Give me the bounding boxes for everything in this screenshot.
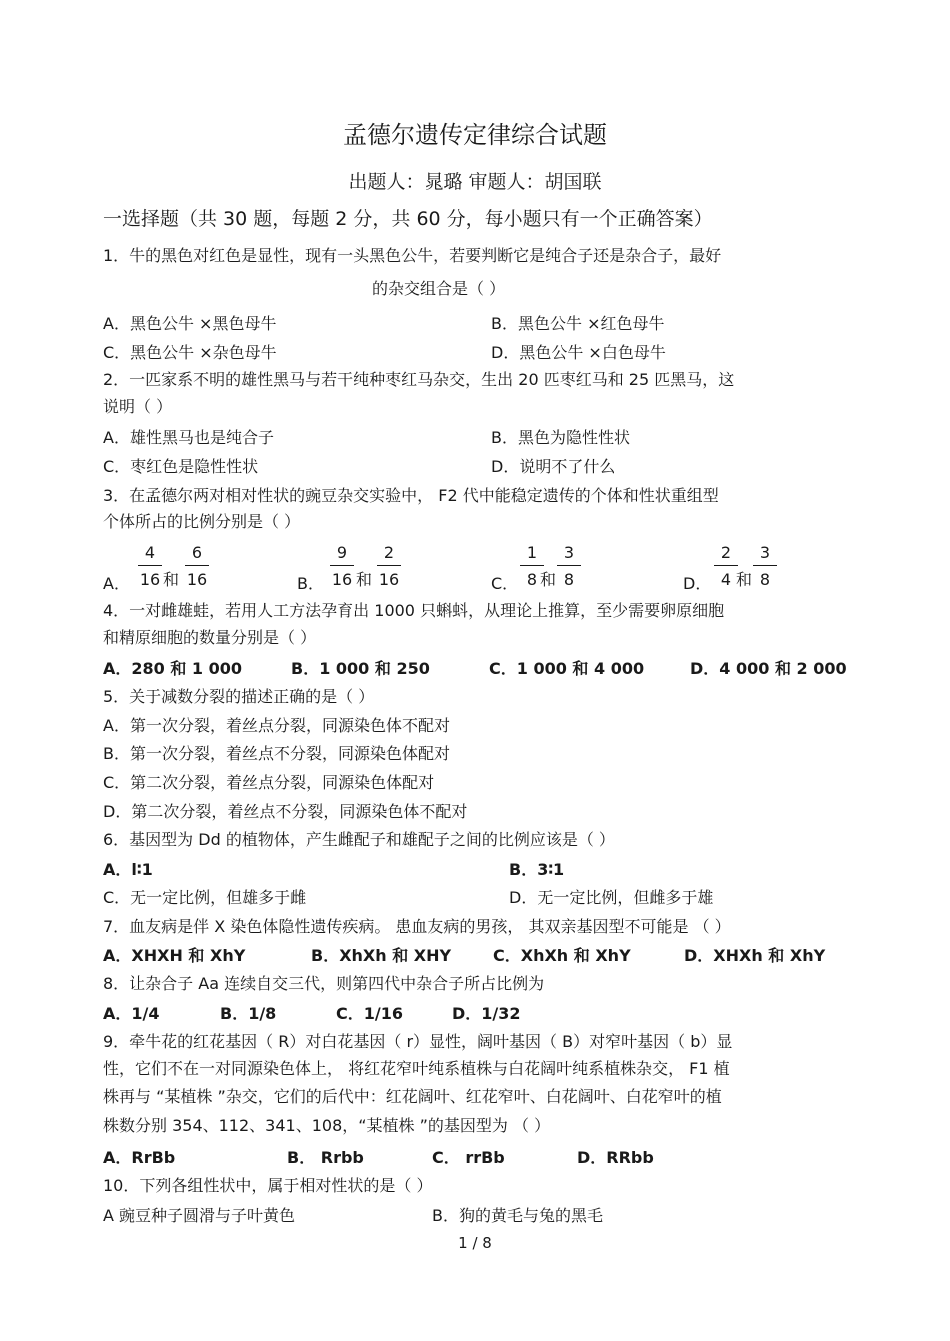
question-1-stem: 1．牛的黑色对红色是显性，现有一头黑色公牛，若要判断它是纯合子还是杂合子，最好 (103, 246, 722, 265)
question-7-option-d: D．XHXh 和 XhY (684, 946, 826, 965)
question-3-option-d-fraction-1: 2 4 (711, 543, 741, 590)
question-6-option-b: B．3∶1 (509, 860, 565, 879)
question-9-option-d: D．RRbb (577, 1148, 654, 1167)
question-3-option-c-fraction-1: 1 8 (517, 543, 547, 590)
question-10-option-b: B．狗的黄毛与兔的黑毛 (432, 1206, 603, 1225)
question-3-stem-cont: 个体所占的比例分别是（ ） (103, 512, 301, 531)
question-3-option-a-label: A． (103, 574, 130, 593)
question-2-option-c: C．枣红色是隐性性状 (103, 457, 259, 476)
question-10-stem: 10．下列各组性状中，属于相对性状的是（ ） (103, 1176, 433, 1195)
question-4-stem: 4．一对雌雄蛙，若用人工方法孕育出 1000 只蝌蚪，从理论上推算，至少需要卵原细胞 (103, 601, 725, 620)
question-3-option-b-and: 和 (356, 570, 373, 589)
question-3-option-b-fraction-2: 2 16 (378, 543, 400, 589)
question-8-option-c: C．1/16 (336, 1004, 403, 1023)
question-3-option-c-and: 和 (540, 570, 557, 589)
question-3-option-a-and: 和 (163, 570, 180, 589)
question-3-stem: 3．在孟德尔两对相对性状的豌豆杂交实验中， F2 代中能稳定遗传的个体和性状重组型 (103, 486, 719, 505)
question-9-stem-line-3: 株再与 “某植株 ”杂交，它们的后代中：红花阔叶、红花窄叶、白花阔叶、白花窄叶的植 (103, 1087, 722, 1106)
question-3-option-b-fraction-1: 9 16 (331, 543, 353, 589)
document-title: 孟德尔遗传定律综合试题 (343, 121, 607, 149)
question-9-stem-line-4: 株数分别 354、112、341、108，“某植株 ”的基因型为 （ ） (103, 1116, 551, 1135)
question-8-option-a: A．1/4 (103, 1004, 160, 1023)
question-9-option-a: A．RrBb (103, 1148, 176, 1167)
question-2-option-a: A．雄性黑马也是纯合子 (103, 428, 274, 447)
question-7-option-a: A．XHXH 和 XhY (103, 946, 246, 965)
question-3-option-a-fraction-1: 4 16 (139, 543, 161, 589)
question-1-option-b: B．黑色公牛 ×红色母牛 (491, 314, 665, 333)
question-5-option-b: B．第一次分裂，着丝点不分裂，同源染色体配对 (103, 744, 450, 763)
section-heading: 一选择题（共 30 题，每题 2 分，共 60 分，每小题只有一个正确答案） (103, 208, 713, 230)
question-5-option-c: C．第二次分裂，着丝点分裂，同源染色体配对 (103, 773, 435, 792)
question-4-stem-cont: 和精原细胞的数量分别是（ ） (103, 628, 317, 647)
question-7-option-c: C．XhXh 和 XhY (493, 946, 631, 965)
question-3-option-d-fraction-2: 3 8 (750, 543, 780, 590)
question-1-option-d: D．黑色公牛 ×白色母牛 (491, 343, 666, 362)
question-9-stem: 9．牵牛花的红花基因（ R）对白花基因（ r）显性，阔叶基因（ B）对窄叶基因（ b）显 (103, 1032, 733, 1051)
question-8-stem: 8．让杂合子 Aa 连续自交三代，则第四代中杂合子所占比例为 (103, 974, 545, 993)
question-1-option-c: C．黑色公牛 ×杂色母牛 (103, 343, 277, 362)
question-4-option-b: B．1 000 和 250 (291, 659, 430, 678)
question-8-option-d: D．1/32 (452, 1004, 521, 1023)
question-3-option-d-label: D． (683, 574, 712, 593)
question-2-stem-cont: 说明（ ） (103, 397, 173, 416)
question-3-option-c-label: C． (491, 574, 519, 593)
question-3-option-d-and: 和 (736, 570, 753, 589)
question-5-stem: 5．关于减数分裂的描述正确的是（ ） (103, 687, 375, 706)
question-1-option-a: A．黑色公牛 ×黑色母牛 (103, 314, 277, 333)
question-4-option-c: C．1 000 和 4 000 (489, 659, 645, 678)
page-number: 1 / 8 (458, 1234, 492, 1252)
question-7-option-b: B．XhXh 和 XHY (311, 946, 452, 965)
question-3-option-b-label: B． (297, 574, 324, 593)
authors-line: 出题人：晁璐 审题人：胡国联 (348, 171, 602, 193)
question-8-option-b: B．1/8 (220, 1004, 277, 1023)
question-9-stem-line-2: 性，它们不在一对同源染色体上， 将红花窄叶纯系植株与白花阔叶纯系植株杂交， F1 植 (103, 1059, 730, 1078)
question-6-option-a: A．l∶1 (103, 860, 153, 879)
question-9-option-c: C． rrBb (432, 1148, 505, 1167)
question-9-option-b: B． Rrbb (287, 1148, 364, 1167)
question-3-option-c-fraction-2: 3 8 (554, 543, 584, 590)
question-5-option-d: D．第二次分裂，着丝点不分裂，同源染色体不配对 (103, 802, 468, 821)
question-2-option-b: B．黑色为隐性性状 (491, 428, 630, 447)
question-6-stem: 6．基因型为 Dd 的植物体，产生雌配子和雄配子之间的比例应该是（ ） (103, 830, 615, 849)
question-4-option-a: A．280 和 1 000 (103, 659, 243, 678)
question-2-stem: 2．一匹家系不明的雄性黑马与若干纯种枣红马杂交，生出 20 匹枣红马和 25 匹黑马，这 (103, 370, 735, 389)
question-5-option-a: A．第一次分裂，着丝点分裂，同源染色体不配对 (103, 716, 450, 735)
question-6-option-d: D．无一定比例，但雌多于雄 (509, 888, 714, 907)
question-7-stem: 7．血友病是伴 X 染色体隐性遗传疾病。 患血友病的男孩， 其双亲基因型不可能是 （ ） (103, 917, 731, 936)
question-1-stem-cont: 的杂交组合是（ ） (372, 279, 506, 298)
question-3-option-a-fraction-2: 6 16 (186, 543, 208, 589)
question-2-option-d: D．说明不了什么 (491, 457, 616, 476)
question-6-option-c: C．无一定比例，但雄多于雌 (103, 888, 307, 907)
question-4-option-d: D．4 000 和 2 000 (690, 659, 847, 678)
question-10-option-a: A 豌豆种子圆滑与子叶黄色 (103, 1206, 296, 1225)
